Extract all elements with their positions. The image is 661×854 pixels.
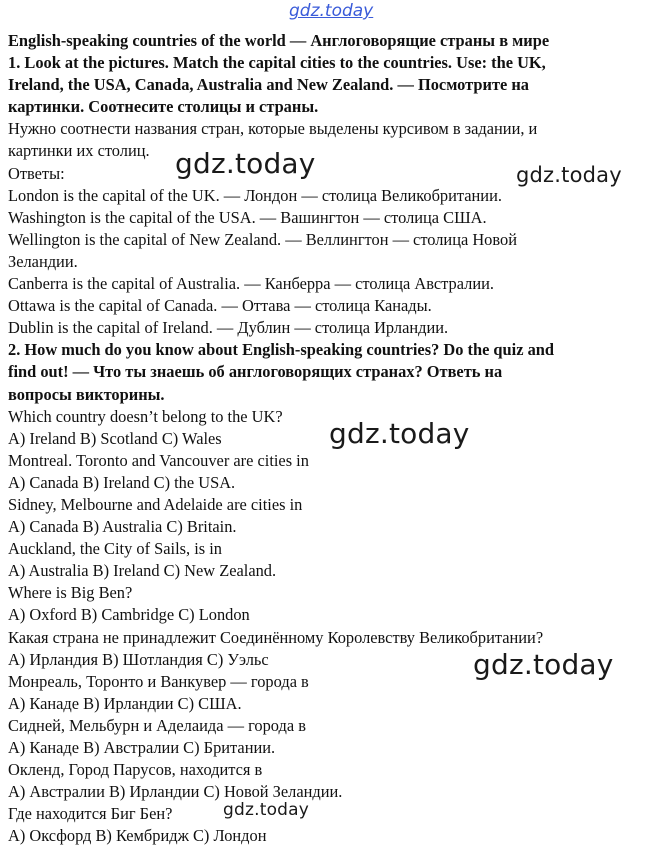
heading-line: вопросы викторины. [8,384,165,404]
heading-line: картинки. Соотнесите столицы и страны. [8,97,319,117]
text-line: Ottawa is the capital of Canada. — Оттава — столица Канады. [8,296,432,316]
text-line: A) Oxford B) Cambridge C) London [8,605,250,625]
text-line: A) Canada B) Australia C) Britain. [8,517,237,537]
text-line: A) Canada B) Ireland C) the USA. [8,472,236,492]
text-line: Окленд, Город Парусов, находится в [8,760,263,780]
text-line: Зеландии. [8,251,78,271]
text-line: Wellington is the capital of New Zealand. — Веллингтон — столица Новой [8,229,517,249]
heading-line: English-speaking countries of the world — Англоговорящие страны в мире [8,31,550,50]
text-line: Ответы: [8,163,65,183]
text-line: картинки их столиц. [8,141,150,161]
text-line: Какая страна не принадлежит Соединённому Королевству Великобритании? [8,627,544,647]
heading-line: 2. How much do you know about English-speaking countries? Do the quiz and [8,340,555,360]
text-line: Where is Big Ben? [8,583,133,603]
text-line: A) Оксфорд B) Кембридж C) Лондон [8,826,267,846]
text-line: Auckland, the City of Sails, is in [8,539,222,559]
watermark-3: gdz.today [329,417,470,450]
text-line: Which country doesn’t belong to the UK? [8,406,283,426]
text-line: London is the capital of the UK. — Лондон — столица Великобритании. [8,185,502,205]
text-line: Washington is the capital of the USA. — Вашингтон — столица США. [8,207,487,227]
watermark-2: gdz.today [516,163,622,187]
text-line: Сидней, Мельбурн и Аделаида — города в [8,715,306,735]
text-line: A) Канаде B) Ирландии C) США. [8,693,242,713]
text-line: A) Ирландия B) Шотландия C) Уэльс [8,649,269,669]
text-line: Sidney, Melbourne and Adelaide are cities in [8,494,303,514]
heading-line: 1. Look at the pictures. Match the capital cities to the countries. Use: the UK, [8,53,546,73]
text-line: Нужно соотнести названия стран, которые выделены курсивом в задании, и [8,119,538,139]
text-line: A) Австралии B) Ирландии C) Новой Зеландии. [8,782,343,802]
text-line: A) Ireland B) Scotland C) Wales [8,428,222,448]
text-line: Montreal. Toronto and Vancouver are cities in [8,450,309,470]
text-line: Dublin is the capital of Ireland. — Дублин — столица Ирландии. [8,318,449,338]
heading-line: Ireland, the USA, Canada, Australia and New Zealand. — Посмотрите на [8,75,530,95]
text-line: A) Australia B) Ireland C) New Zealand. [8,561,277,581]
text-line: Canberra is the capital of Australia. — Канберра — столица Австралии. [8,274,494,294]
watermark-5: gdz.today [223,800,310,820]
text-line: A) Канаде B) Австралии C) Британии. [8,738,276,757]
heading-line: find out! — Что ты знаешь об англоговорящих странах? Ответь на [8,362,503,382]
watermark-4: gdz.today [473,648,614,681]
text-line: Монреаль, Торонто и Ванкувер — города в [8,671,309,691]
watermark-1: gdz.today [175,147,316,180]
text-line: Где находится Биг Бен? [8,804,173,824]
watermark-top-link[interactable]: gdz.today [289,1,374,21]
